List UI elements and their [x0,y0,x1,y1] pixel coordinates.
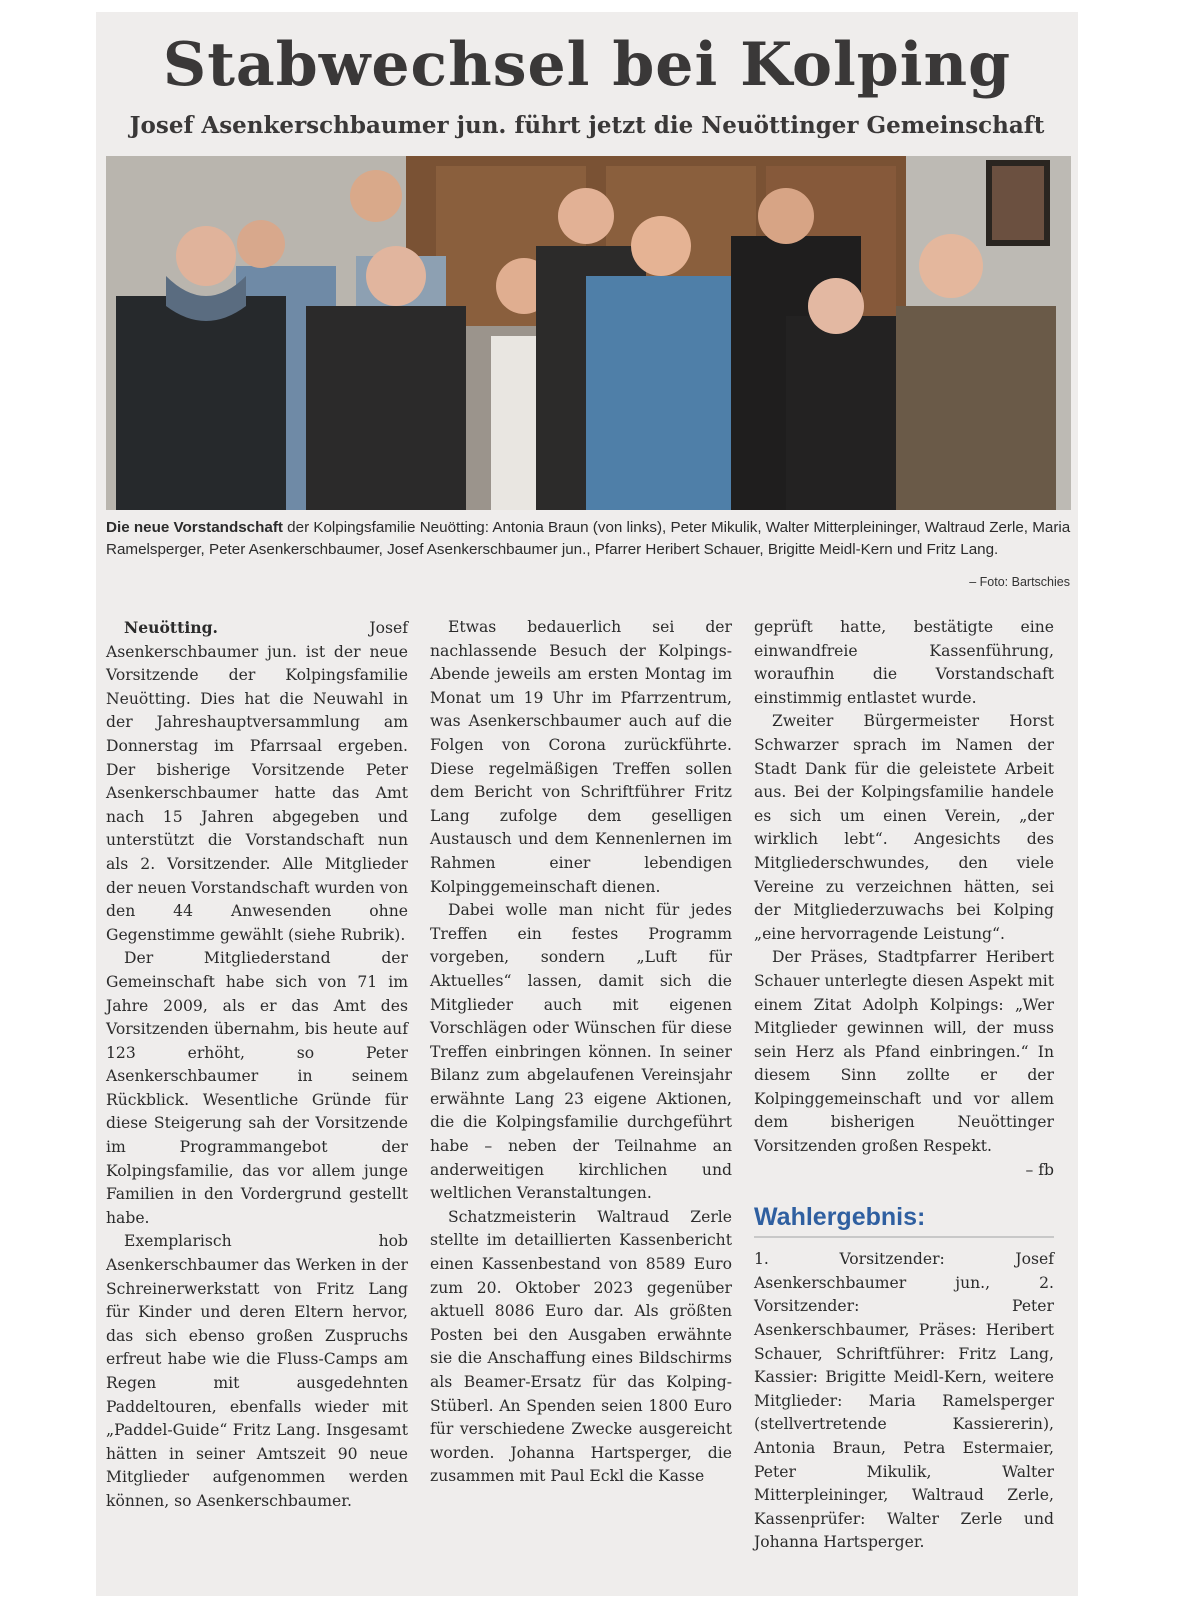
photo-credit: – Foto: Bartschies [969,575,1070,589]
subheadline: Josef Asenkerschbaumer jun. führt jetzt die Neuöttinger Gemeinschaft [129,112,1045,139]
election-results-title: Wahlergebnis: [754,1202,1054,1238]
paragraph: Zweiter Bürgermeister Horst Schwarzer sprach im Namen der Stadt Dank für die geleistete Arbeit aus. Bei der Kolpingsfamilie handele es sich um einen Verein, „der wirklich lebt“. Angesichts des Mitgliederschwundes, den viele Vereine zu verzeichnen hätten, sei der Mitgliederzuwachs bei Kolping „eine hervorragende Leistung“. [754,712,1054,943]
group-photo-illustration [106,156,1071,510]
newspaper-page [96,12,1078,1596]
photo-caption [106,517,1071,561]
paragraph [106,616,408,947]
paragraph: Exemplarisch hob Asenkerschbaumer das Werken in der Schreinerwerkstatt von Fritz Lang für Kinder und deren Eltern hervor, das sich ebenso großen Zuspruchs erfreut habe wie die Fluss-Camps am Regen mit ausgedehnten Paddeltouren, ebenfalls wieder mit „Paddel-Guide“ Fritz Lang. Insgesamt hätten in seiner Amtszeit 90 neue Mitglieder aufgenommen werden können, so Asenkerschbaumer. [106,1232,408,1510]
paragraph: Schatzmeisterin Waltraud Zerle stellte im detaillierten Kassenbericht einen Kassenbestand von 8589 Euro zum 20. Oktober 2023 gegenüber aktuell 8086 Euro dar. Als größten Posten bei den Ausgaben erwähnte sie die Anschaffung eines Bildschirms als Beamer-Ersatz für das Kolping-Stüberl. An Spenden seien 1800 Euro für verschiedene Zwecke ausgereicht worden. Johanna Hartsperger, die zusammen mit Paul Eckl die Kasse [430,1207,732,1486]
article-column-1 [106,616,408,1514]
paragraph: geprüft hatte, bestätigte eine einwandfreie Kassenführung, woraufhin die Vorstandschaft einstimmig entlastet wurde. [754,618,1054,707]
caption-lead: Die neue Vorstandschaft [106,519,283,536]
headline: Stabwechsel bei Kolping [162,30,1012,100]
group-photo [106,156,1071,510]
paragraph: Etwas bedauerlich sei der nachlassende Besuch der Kolpings-Abende jeweils am ersten Montag im Monat um 19 Uhr im Pfarrzentrum, was Asenkerschbaumer auch auf die Folgen von Corona zurückführte. Diese regelmäßigen Treffen sollen dem Bericht von Schriftführer Fritz Lang zufolge dem geselligen Austausch und dem Kennenlernen im Rahmen einer lebendigen Kolpinggemeinschaft dienen. [430,618,732,896]
article-column-3 [754,616,1054,1555]
paragraph: Dabei wolle man nicht für jedes Treffen ein festes Programm vorgeben, sondern „Luft für Aktuelles“ lassen, damit sich die Mitglieder auch mit eigenen Vorschlägen oder Wünschen für diese Treffen einbringen können. In seiner Bilanz zum abgelaufenen Vereinsjahr erwähnte Lang 23 eigene Aktionen, die die Kolpingsfamilie durchgeführt habe – neben der Teilnahme an anderweitigen kirchlichen und weltlichen Veranstaltungen. [430,901,732,1203]
dateline: Neuötting. [124,618,218,637]
paragraph: Der Mitgliederstand der Gemeinschaft habe sich von 71 im Jahre 2009, als er das Amt des Vorsitzenden übernahm, bis heute auf 123 erhöht, so Peter Asenkerschbaumer in seinem Rückblick. Wesentliche Gründe für diese Steigerung sah der Vorsitzende im Programmangebot der Kolpingsfamilie, das vor allem junge Familien in den Vordergrund gestellt habe. [106,949,408,1227]
election-results-text: 1. Vorsitzender: Josef Asenkerschbaumer jun., 2. Vorsitzender: Peter Asenkerschbaumer, Präses: Heribert Schauer, Schriftführer: Fritz Lang, Kassier: Brigitte Meidl-Kern, weitere Mitglieder: Maria Ramelsperger (stellvertretende Kassiererin), Antonia Braun, Petra Estermaier, Peter Mikulik, Walter Mitterpleininger, Waltraud Zerle, Kassenprüfer: Walter Zerle und Johanna Hartsperger. [754,1250,1054,1552]
article-column-2 [430,616,732,1489]
paragraph: Der Präses, Stadtpfarrer Heribert Schauer unterlegte diesen Aspekt mit einem Zitat Adolph Kolpings: „Wer Mitglieder gewinnen will, der muss sein Herz als Pfand einbringen.“ In diesem Sinn zollte er der Kolpinggemeinschaft und vor allem dem bisherigen Neuöttinger Vorsitzenden großen Respekt. [754,948,1054,1156]
paragraph-text: Josef Asenkerschbaumer jun. ist der neue Vorsitzende der Kolpingsfamilie Neuötting. Dies hat die Neuwahl in der Jahreshauptversammlung am Donnerstag im Pfarrsaal ergeben. Der bisherige Vorsitzende Peter Asenkerschbaumer hatte das Amt nach 15 Jahren abgegeben und unterstützt die Vorstandschaft nun als 2. Vorsitzender. Alle Mitglieder der neuen Vorstandschaft wurden von den 44 Anwesenden ohne Gegenstimme gewählt (siehe Rubrik). [106,619,408,944]
caption-text: der Kolpingsfamilie Neuötting: Antonia Braun (von links), Peter Mikulik, Walter Mitterpleininger, Waltraud Zerle, Maria Ramelsperger, Peter Asenkerschbaumer, Josef Asenkerschbaumer jun., Pfarrer Heribert Schauer, Brigitte Meidl-Kern und Fritz Lang. [106,519,1071,558]
author-signature: – fb [1025,1160,1054,1179]
